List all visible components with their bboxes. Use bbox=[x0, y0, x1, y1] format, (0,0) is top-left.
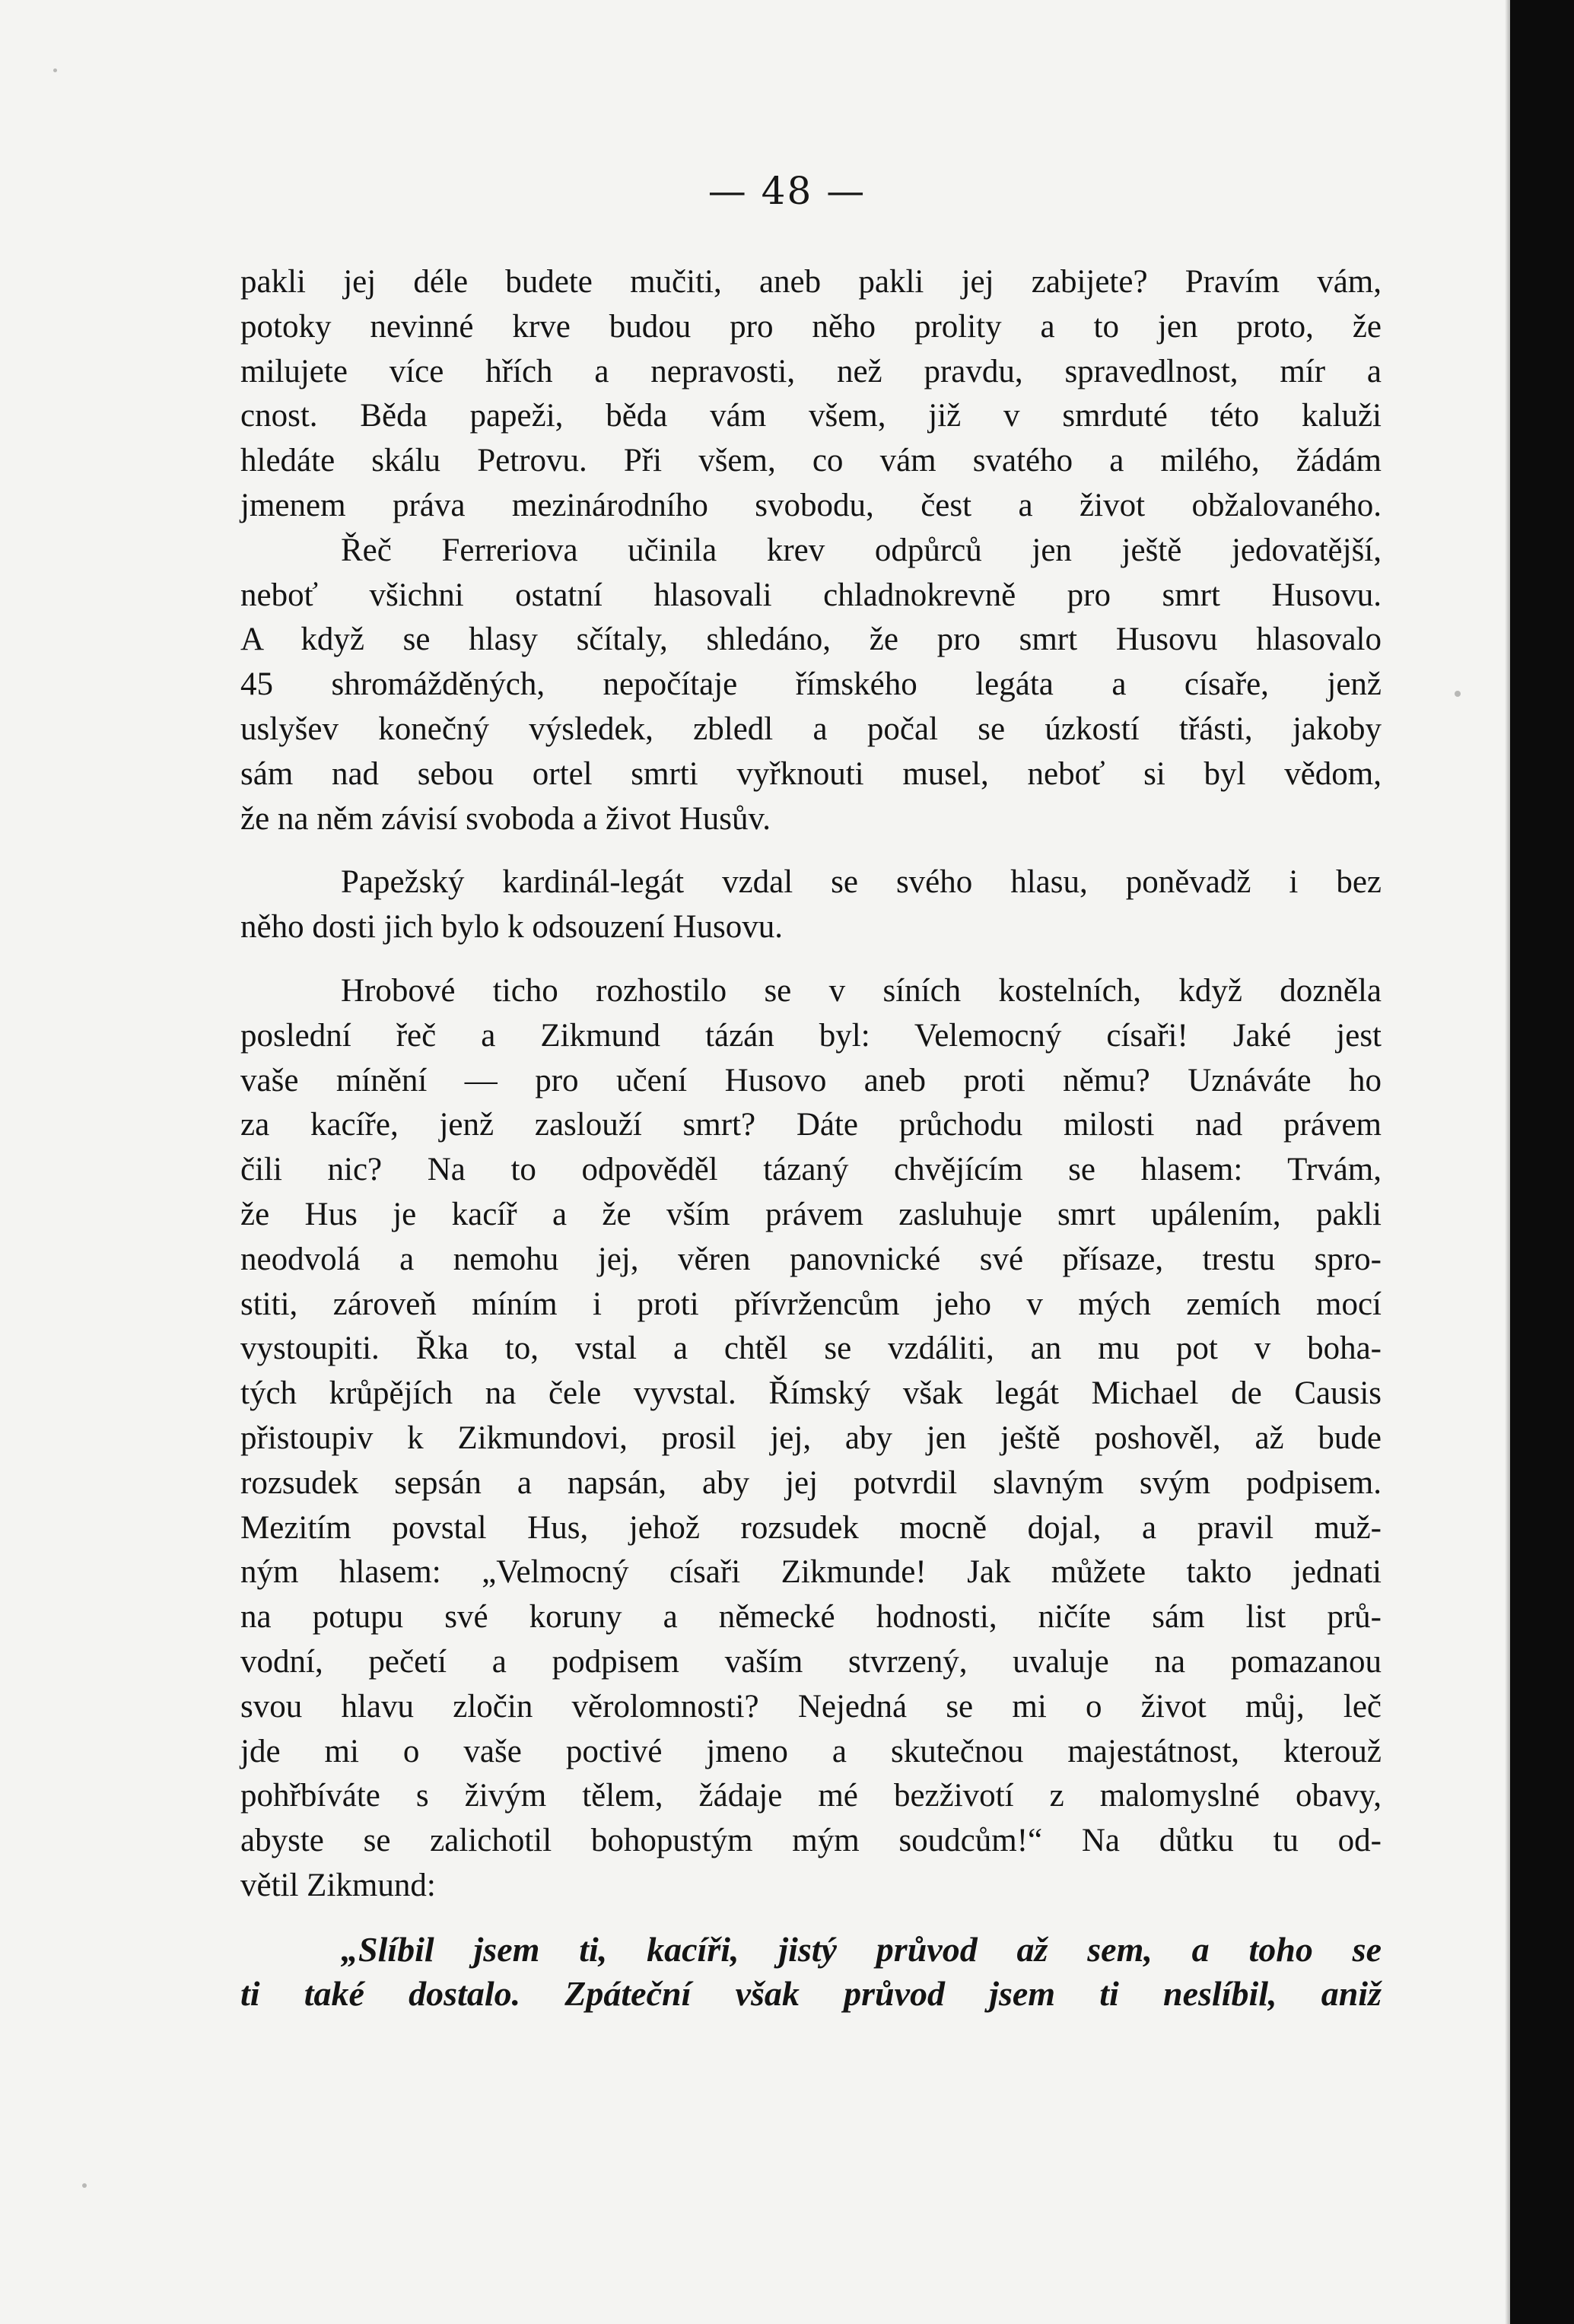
text-line: za kacíře, jenž zaslouží smrt? Dáte průchodu milosti nad právem bbox=[240, 1107, 1382, 1143]
text-line: poslední řeč a Zikmund tázán byl: Velemocný císaři! Jaké jest bbox=[240, 1017, 1382, 1054]
text-line: milujete více hřích a nepravosti, než pravdu, spravedlnost, mír a bbox=[240, 353, 1382, 389]
text-line: stiti, zároveň míním i proti přívržencům jeho v mých zemích mocí bbox=[240, 1286, 1382, 1322]
text-line: něho dosti jich bylo k odsouzení Husovu. bbox=[240, 909, 784, 946]
text-line: na potupu své koruny a německé hodnosti, ničíte sám list prů- bbox=[240, 1599, 1382, 1636]
paragraph-gap bbox=[240, 950, 1382, 969]
text-line: tých krůpějích na čele vyvstal. Římský však legát Michael de Causis bbox=[240, 1375, 1382, 1412]
text-line: vaše mínění — pro učení Husovo aneb proti němu? Uznáváte ho bbox=[240, 1062, 1382, 1098]
scan-speck bbox=[82, 2183, 87, 2188]
scan-speck bbox=[53, 68, 57, 72]
scan-speck bbox=[1455, 691, 1461, 697]
text-line: Hrobové ticho rozhostilo se v síních kostelních, když dozněla bbox=[341, 972, 1382, 1009]
text-line: rozsudek sepsán a napsán, aby jej potvrdil slavným svým podpisem. bbox=[240, 1464, 1382, 1501]
text-line: A když se hlasy sčítaly, shledáno, že pro smrt Husovu hlasovalo bbox=[240, 622, 1382, 658]
text-line: Mezitím povstal Hus, jehož rozsudek mocně dojal, a pravil muž- bbox=[240, 1509, 1382, 1546]
paragraph bbox=[240, 860, 1382, 950]
paragraph bbox=[240, 260, 1382, 529]
paragraph-gap bbox=[240, 841, 1382, 860]
text-line: potoky nevinné krve budou pro něho prolity a to jen proto, že bbox=[240, 308, 1382, 345]
text-line: cnost. Běda papeži, běda vám všem, již v smrduté této kaluži bbox=[240, 398, 1382, 434]
book-spine bbox=[1510, 0, 1574, 2324]
text-line: pohřbíváte s živým tělem, žádaje mé bezživotí z malomyslné obavy, bbox=[240, 1778, 1382, 1814]
text-line: větil Zikmund: bbox=[240, 1867, 436, 1903]
text-line: svou hlavu zločin věrolomnosti? Nejedná se mi o život můj, leč bbox=[240, 1688, 1382, 1725]
text-line: neboť všichni ostatní hlasovali chladnokrevně pro smrt Husovu. bbox=[240, 577, 1382, 613]
text-line: že Hus je kacíř a že vším právem zasluhuje smrt upálením, pakli bbox=[240, 1196, 1382, 1232]
text-line: přistoupiv k Zikmundovi, prosil jej, aby jen ještě poshověl, až bude bbox=[240, 1420, 1382, 1456]
text-line: uslyšev konečný výsledek, zbledl a počal se úzkostí třásti, jakoby bbox=[240, 711, 1382, 747]
page-number: — 48 — bbox=[708, 169, 866, 213]
text-line: pakli jej déle budete mučiti, aneb pakli jej zabijete? Pravím vám, bbox=[240, 264, 1382, 300]
paragraph bbox=[240, 969, 1382, 1909]
text-line: „Slíbil jsem ti, kacíři, jistý průvod až sem, a toho se bbox=[341, 1929, 1382, 1969]
text-line: hledáte skálu Petrovu. Při všem, co vám svatého a milého, žádám bbox=[240, 443, 1382, 479]
text-line: vodní, pečetí a podpisem vaším stvrzený, uvaluje na pomazanou bbox=[240, 1643, 1382, 1680]
text-line: čili nic? Na to odpověděl tázaný chvějícím se hlasem: Trvám, bbox=[240, 1152, 1382, 1188]
text-line: jmenem práva mezinárodního svobodu, čest a život obžalovaného. bbox=[240, 487, 1382, 523]
text-line: Papežský kardinál-legát vzdal se svého hlasu, poněvadž i bez bbox=[341, 864, 1382, 901]
text-line: 45 shromážděných, nepočítaje římského legáta a císaře, jenž bbox=[240, 666, 1382, 703]
text-line: jde mi o vaše poctivé jmeno a skutečnou majestátnost, kterouž bbox=[240, 1733, 1382, 1769]
text-line: že na něm závisí svoboda a život Husův. bbox=[240, 800, 771, 837]
paragraph bbox=[240, 529, 1382, 842]
text-line: ným hlasem: „Velmocný císaři Zikmunde! Jak můžete takto jednati bbox=[240, 1554, 1382, 1591]
italic-quote bbox=[240, 1928, 1382, 2017]
text-line: ti také dostalo. Zpáteční však průvod jsem ti neslíbil, aniž bbox=[240, 1974, 1382, 2014]
text-line: Řeč Ferreriova učinila krev odpůrců jen ještě jedovatější, bbox=[341, 532, 1382, 568]
text-line: sám nad sebou ortel smrti vyřknouti musel, neboť si byl vědom, bbox=[240, 755, 1382, 792]
body-text bbox=[240, 260, 1382, 2017]
text-line: vystoupiti. Řka to, vstal a chtěl se vzdáliti, an mu pot v boha- bbox=[240, 1330, 1382, 1367]
text-line: abyste se zalichotil bohopustým mým soudcům!“ Na důtku tu od- bbox=[240, 1823, 1382, 1859]
paragraph-gap bbox=[240, 1909, 1382, 1928]
text-line: neodvolá a nemohu jej, věren panovnické své přísaze, trestu spro- bbox=[240, 1241, 1382, 1277]
